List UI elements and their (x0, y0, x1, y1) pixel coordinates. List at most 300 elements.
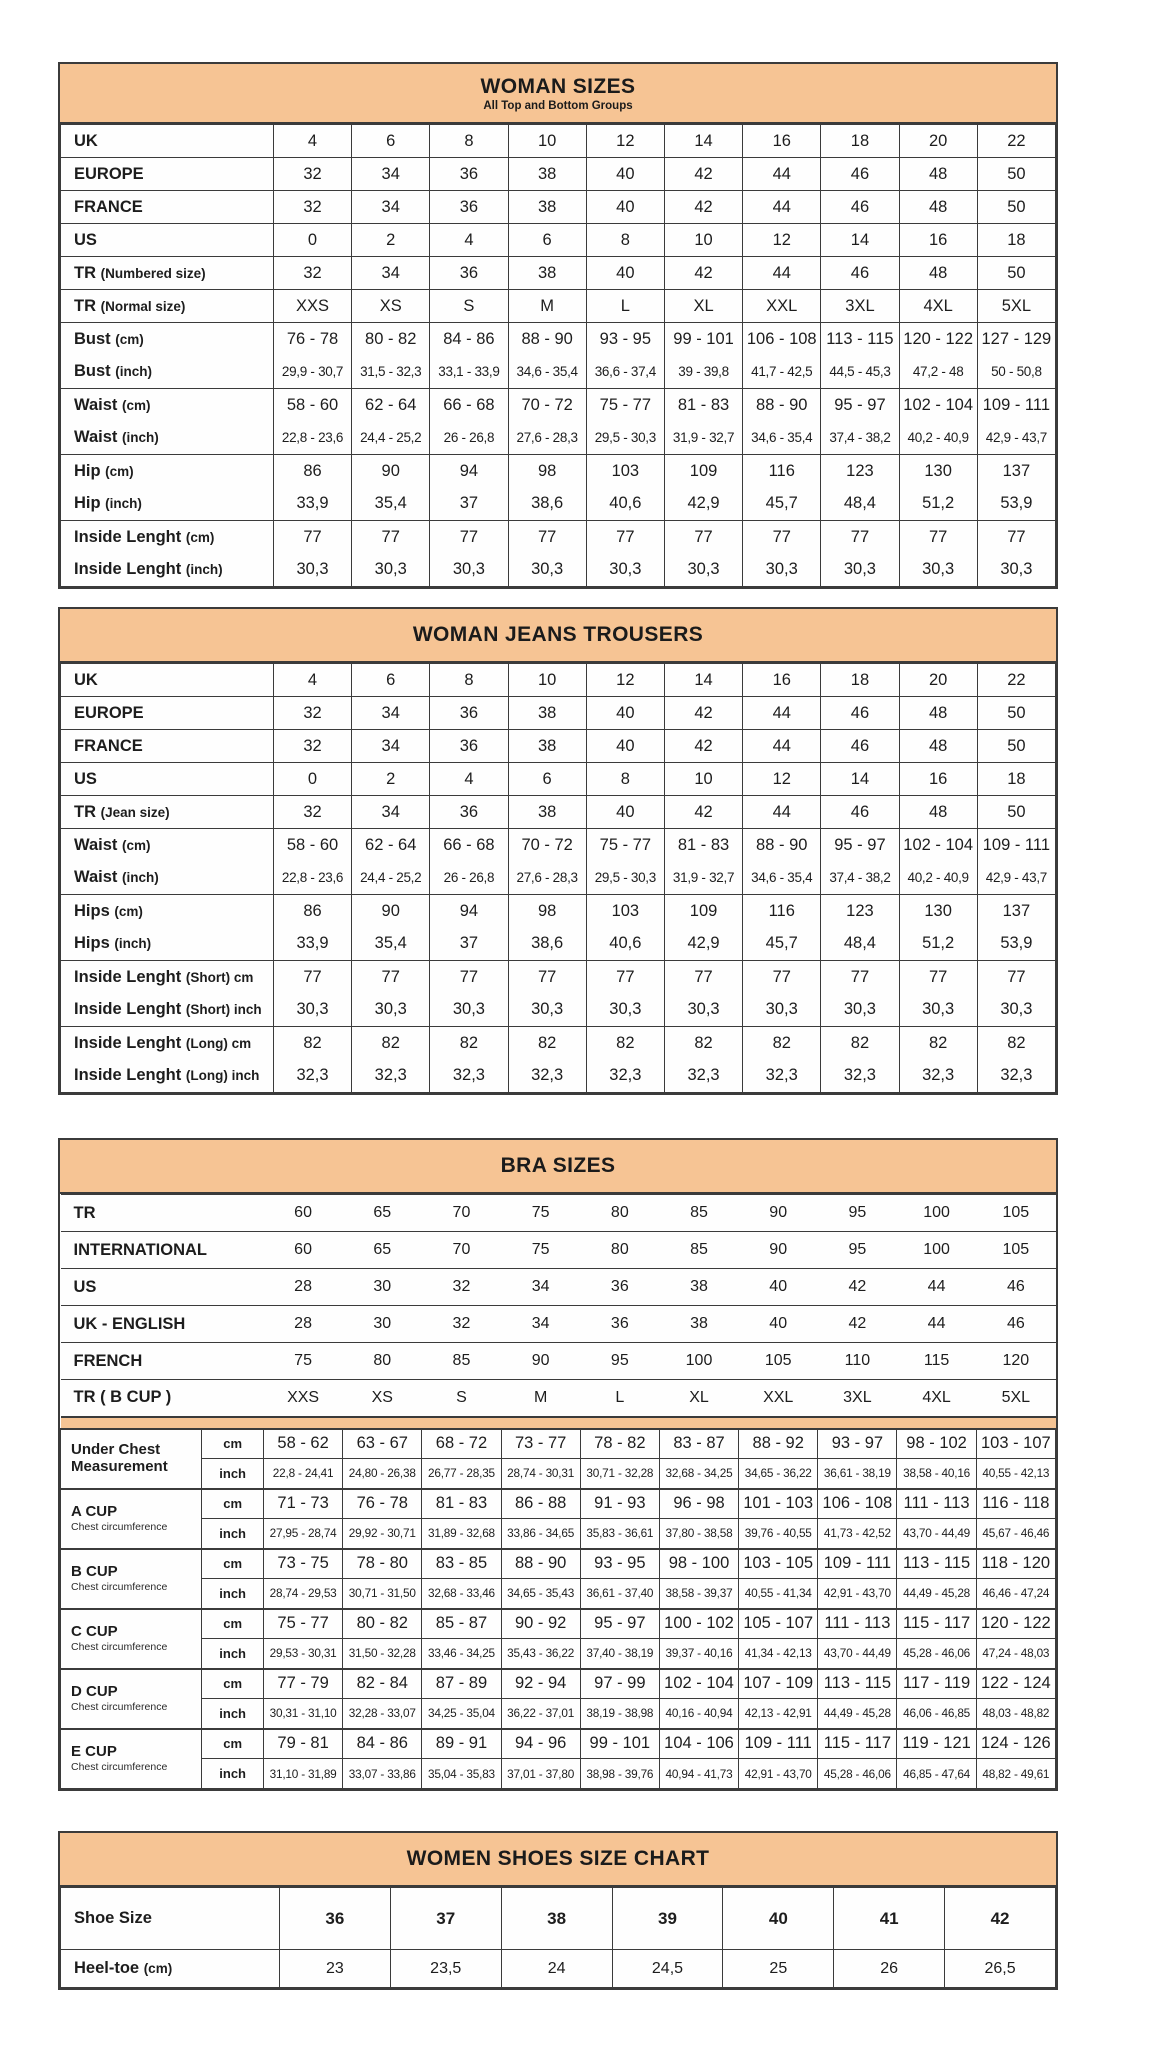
size-cell: 109 (664, 895, 742, 928)
table-row (61, 1579, 1056, 1609)
size-cell: 41,7 - 42,5 (743, 356, 821, 389)
size-cell: 86 - 88 (501, 1489, 580, 1519)
size-cell: 6 (508, 224, 586, 257)
table-row (61, 1060, 1056, 1093)
cup-label: A CUP Chest circumference (61, 1489, 202, 1549)
size-cell: 36 (430, 158, 508, 191)
size-cell: 32,3 (899, 1060, 977, 1093)
row-label: Bust (inch) (61, 356, 274, 389)
table-row (61, 829, 1056, 862)
size-cell: 46,46 - 47,24 (976, 1579, 1055, 1609)
size-cell: 40 (723, 1888, 834, 1950)
size-cell: 130 (899, 455, 977, 488)
size-cell: 31,10 - 31,89 (263, 1759, 342, 1789)
size-cell: 32,3 (352, 1060, 430, 1093)
size-cell: 37,80 - 38,58 (659, 1519, 738, 1549)
size-cell: 30,3 (508, 554, 586, 587)
size-cell: 41,73 - 42,52 (818, 1519, 897, 1549)
size-cell: 39,76 - 40,55 (739, 1519, 818, 1549)
table-row (61, 1380, 1056, 1417)
size-cell: 40,2 - 40,9 (899, 862, 977, 895)
size-cell: 40,2 - 40,9 (899, 422, 977, 455)
size-cell: 80 - 82 (352, 323, 430, 356)
size-cell: 32 (422, 1306, 501, 1343)
size-cell: 30,31 - 31,10 (263, 1699, 342, 1729)
size-cell: 37 (430, 928, 508, 961)
row-label: Hips (inch) (61, 928, 274, 961)
size-cell: 94 (430, 895, 508, 928)
size-cell: 33,1 - 33,9 (430, 356, 508, 389)
size-cell: 38 (508, 796, 586, 829)
size-cell: 0 (273, 763, 351, 796)
size-cell: 4XL (897, 1380, 976, 1417)
size-cell: 34 (352, 730, 430, 763)
size-cell: 10 (664, 763, 742, 796)
size-cell: 84 - 86 (430, 323, 508, 356)
size-cell: 29,9 - 30,7 (273, 356, 351, 389)
size-cell: 109 (664, 455, 742, 488)
size-cell: 28,74 - 29,53 (263, 1579, 342, 1609)
size-cell: 120 - 122 (899, 323, 977, 356)
size-cell: 47,2 - 48 (899, 356, 977, 389)
row-label: FRENCH (61, 1343, 264, 1380)
size-cell: 102 - 104 (899, 389, 977, 422)
size-cell: 4 (430, 763, 508, 796)
size-cell: 44,49 - 45,28 (897, 1579, 976, 1609)
size-cell: 32,3 (430, 1060, 508, 1093)
size-cell: 90 (352, 895, 430, 928)
size-cell: 33,86 - 34,65 (501, 1519, 580, 1549)
size-cell: 46,06 - 46,85 (897, 1699, 976, 1729)
size-cell: 58 - 60 (273, 389, 351, 422)
size-cell: 38 (508, 697, 586, 730)
size-cell: 81 - 83 (664, 389, 742, 422)
size-cell: 44 (897, 1269, 976, 1306)
table-row (61, 1306, 1056, 1343)
size-cell: 26 - 26,8 (430, 862, 508, 895)
size-cell: 78 - 80 (343, 1549, 422, 1579)
size-cell: 46,85 - 47,64 (897, 1759, 976, 1789)
size-cell: 40 (586, 191, 664, 224)
size-cell: 71 - 73 (263, 1489, 342, 1519)
size-cell: 18 (977, 224, 1055, 257)
size-cell: 46 (976, 1306, 1055, 1343)
size-cell: M (508, 290, 586, 323)
size-cell: 109 - 111 (977, 829, 1055, 862)
row-label: FRANCE (61, 191, 274, 224)
size-cell: 44 (743, 158, 821, 191)
size-cell: 29,5 - 30,3 (586, 422, 664, 455)
size-cell: 77 (899, 961, 977, 994)
size-cell: 95 (818, 1195, 897, 1232)
size-cell: 22 (977, 125, 1055, 158)
size-cell: 116 (743, 895, 821, 928)
size-cell: 22 (977, 664, 1055, 697)
size-cell: 44 (743, 697, 821, 730)
size-cell: 98 - 102 (897, 1429, 976, 1459)
table-row (61, 1232, 1056, 1269)
size-cell: 63 - 67 (343, 1429, 422, 1459)
size-cell: 45,7 (743, 928, 821, 961)
size-cell: 115 - 117 (818, 1729, 897, 1759)
table-title: WOMAN JEANS TROUSERS (412, 623, 704, 646)
size-cell: 37 (430, 488, 508, 521)
size-cell: 58 - 62 (263, 1429, 342, 1459)
table-row (61, 389, 1056, 422)
size-cell: 35,43 - 36,22 (501, 1639, 580, 1669)
size-cell: 37,01 - 37,80 (501, 1759, 580, 1789)
table-title: WOMAN SIZES (480, 74, 636, 98)
size-cell: 62 - 64 (352, 829, 430, 862)
size-cell: 44 (743, 796, 821, 829)
size-cell: 4 (273, 664, 351, 697)
size-cell: 12 (586, 664, 664, 697)
size-cell: 75 - 77 (586, 829, 664, 862)
size-cell: 85 - 87 (422, 1609, 501, 1639)
size-cell: 68 - 72 (422, 1429, 501, 1459)
woman-sizes-table (58, 62, 1058, 589)
size-cell: 43,70 - 44,49 (818, 1639, 897, 1669)
size-cell: 5XL (976, 1380, 1055, 1417)
row-label: Hip (inch) (61, 488, 274, 521)
size-cell: 32 (273, 191, 351, 224)
size-cell: 44 (897, 1306, 976, 1343)
size-cell: 123 (821, 455, 899, 488)
row-label: Hip (cm) (61, 455, 274, 488)
size-cell: 123 (821, 895, 899, 928)
size-cell: 75 - 77 (263, 1609, 342, 1639)
size-cell: 32 (273, 158, 351, 191)
size-cell: 30,3 (977, 994, 1055, 1027)
size-cell: 81 - 83 (664, 829, 742, 862)
size-cell: 119 - 121 (897, 1729, 976, 1759)
size-cell: 70 - 72 (508, 829, 586, 862)
size-cell: 40 (739, 1269, 818, 1306)
size-cell: 77 (664, 521, 742, 554)
size-cell: 60 (263, 1195, 342, 1232)
size-cell: 42 (664, 191, 742, 224)
table-row (61, 1729, 1056, 1759)
size-cell: 38,6 (508, 928, 586, 961)
size-cell: 100 (897, 1195, 976, 1232)
size-cell: 107 - 109 (739, 1669, 818, 1699)
size-cell: 77 (743, 521, 821, 554)
unit-label: cm (202, 1549, 264, 1579)
size-cell: 12 (743, 224, 821, 257)
size-cell: 39 - 39,8 (664, 356, 742, 389)
size-cell: 77 (586, 961, 664, 994)
size-cell: 116 - 118 (976, 1489, 1055, 1519)
size-cell: 38,19 - 38,98 (580, 1699, 659, 1729)
table-row (61, 796, 1056, 829)
size-cell: 0 (273, 224, 351, 257)
size-cell: 36 (430, 257, 508, 290)
size-cell: 32,3 (508, 1060, 586, 1093)
size-cell: 77 (586, 521, 664, 554)
size-cell: 93 - 97 (818, 1429, 897, 1459)
table-row (61, 224, 1056, 257)
size-cell: 85 (659, 1232, 738, 1269)
unit-label: inch (202, 1519, 264, 1549)
size-cell: 30,3 (899, 554, 977, 587)
table-row (61, 1027, 1056, 1060)
size-cell: 26,77 - 28,35 (422, 1459, 501, 1489)
size-cell: 30 (343, 1269, 422, 1306)
size-cell: XXL (743, 290, 821, 323)
size-cell: 86 (273, 895, 351, 928)
size-cell: 10 (664, 224, 742, 257)
row-label: UK (61, 664, 274, 697)
size-cell: 32,3 (977, 1060, 1055, 1093)
size-cell: 6 (508, 763, 586, 796)
size-cell: 40,6 (586, 928, 664, 961)
size-cell: 103 - 105 (739, 1549, 818, 1579)
woman-jeans-table (58, 607, 1058, 1095)
size-cell: 84 - 86 (343, 1729, 422, 1759)
table-row (61, 664, 1056, 697)
size-cell: 14 (821, 763, 899, 796)
size-cell: 2 (352, 224, 430, 257)
unit-label: inch (202, 1639, 264, 1669)
size-cell: 16 (743, 664, 821, 697)
table-row (61, 1489, 1056, 1519)
size-cell: 34,6 - 35,4 (743, 422, 821, 455)
size-cell: 40,55 - 42,13 (976, 1459, 1055, 1489)
size-cell: 48,03 - 48,82 (976, 1699, 1055, 1729)
size-cell: 80 (580, 1195, 659, 1232)
table-row (61, 290, 1056, 323)
size-cell: 60 (263, 1232, 342, 1269)
size-cell: 34,25 - 35,04 (422, 1699, 501, 1729)
shoes-header (60, 1833, 1056, 1887)
size-cell: 33,46 - 34,25 (422, 1639, 501, 1669)
table-row (61, 125, 1056, 158)
size-cell: 39,37 - 40,16 (659, 1639, 738, 1669)
unit-label: cm (202, 1729, 264, 1759)
size-cell: 42,91 - 43,70 (739, 1759, 818, 1789)
size-cell: 3XL (821, 290, 899, 323)
size-cell: 109 - 111 (818, 1549, 897, 1579)
size-cell: 98 (508, 895, 586, 928)
size-cell: 100 - 102 (659, 1609, 738, 1639)
table-row (61, 763, 1056, 796)
size-cell: 25 (723, 1950, 834, 1988)
table-row (61, 257, 1056, 290)
size-cell: 27,6 - 28,3 (508, 862, 586, 895)
size-cell: 42 (818, 1306, 897, 1343)
size-cell: 6 (352, 664, 430, 697)
size-cell: 30,3 (586, 994, 664, 1027)
size-cell: 30,3 (273, 554, 351, 587)
size-cell: 76 - 78 (273, 323, 351, 356)
size-cell: 32 (273, 257, 351, 290)
size-cell: 30,3 (743, 994, 821, 1027)
cup-label: Under Chest Measurement (61, 1429, 202, 1489)
size-cell: 48 (899, 257, 977, 290)
size-cell: 44,49 - 45,28 (818, 1699, 897, 1729)
size-cell: 77 (977, 961, 1055, 994)
divider-strip (61, 1417, 1056, 1429)
size-cell: 38,58 - 39,37 (659, 1579, 738, 1609)
row-label: Bust (cm) (61, 323, 274, 356)
size-cell: 113 - 115 (821, 323, 899, 356)
table-row (61, 1195, 1056, 1232)
unit-label: cm (202, 1489, 264, 1519)
size-cell: 96 - 98 (659, 1489, 738, 1519)
size-cell: 82 (508, 1027, 586, 1060)
size-cell: 42,13 - 42,91 (739, 1699, 818, 1729)
size-cell: 32,68 - 34,25 (659, 1459, 738, 1489)
table-row (61, 158, 1056, 191)
size-cell: 99 - 101 (664, 323, 742, 356)
table-row (61, 895, 1056, 928)
size-cell: 77 (273, 961, 351, 994)
size-cell: 118 - 120 (976, 1549, 1055, 1579)
size-cell: 77 (821, 961, 899, 994)
table-row (61, 994, 1056, 1027)
size-cell: 30,3 (430, 554, 508, 587)
size-cell: 109 - 111 (739, 1729, 818, 1759)
size-cell: 37 (390, 1888, 501, 1950)
size-cell: 43,70 - 44,49 (897, 1519, 976, 1549)
size-cell: 32 (422, 1269, 501, 1306)
size-cell: 42 (664, 730, 742, 763)
table-subtitle: All Top and Bottom Groups (483, 99, 633, 112)
size-cell: 88 - 90 (743, 389, 821, 422)
size-cell: 95 - 97 (821, 829, 899, 862)
size-cell: 42,91 - 43,70 (818, 1579, 897, 1609)
size-cell: 82 (821, 1027, 899, 1060)
row-label: US (61, 1269, 264, 1306)
size-cell: 70 (422, 1195, 501, 1232)
size-cell: 101 - 103 (739, 1489, 818, 1519)
size-cell: 31,89 - 32,68 (422, 1519, 501, 1549)
row-label: Inside Lenght (Short) cm (61, 961, 274, 994)
size-cell: 110 (818, 1343, 897, 1380)
size-cell: 90 (739, 1195, 818, 1232)
size-cell: 42 (664, 257, 742, 290)
size-cell: 36 (279, 1888, 390, 1950)
size-cell: S (422, 1380, 501, 1417)
shoes-size-table (58, 1831, 1058, 1990)
row-label: Hips (cm) (61, 895, 274, 928)
unit-label: inch (202, 1579, 264, 1609)
size-cell: 32,28 - 33,07 (343, 1699, 422, 1729)
size-cell: 29,92 - 30,71 (343, 1519, 422, 1549)
size-cell: 77 (430, 521, 508, 554)
size-cell: 116 (743, 455, 821, 488)
size-cell: 8 (430, 664, 508, 697)
row-label: Inside Lenght (cm) (61, 521, 274, 554)
size-cell: 82 (743, 1027, 821, 1060)
size-cell: 127 - 129 (977, 323, 1055, 356)
table-row (61, 730, 1056, 763)
size-cell: 26 - 26,8 (430, 422, 508, 455)
table-row (61, 1609, 1056, 1639)
size-cell: 88 - 90 (508, 323, 586, 356)
size-cell: 42,9 - 43,7 (977, 422, 1055, 455)
row-label: UK (61, 125, 274, 158)
size-cell: 97 - 99 (580, 1669, 659, 1699)
size-cell: 90 (739, 1232, 818, 1269)
size-cell: 34,65 - 36,22 (739, 1459, 818, 1489)
size-cell: 82 (430, 1027, 508, 1060)
row-label: Inside Lenght (inch) (61, 554, 274, 587)
size-cell: 120 - 122 (976, 1609, 1055, 1639)
size-cell: 42,9 (664, 928, 742, 961)
size-cell: 29,5 - 30,3 (586, 862, 664, 895)
size-cell: 31,50 - 32,28 (343, 1639, 422, 1669)
size-cell: 92 - 94 (501, 1669, 580, 1699)
divider-strip-cell (61, 1417, 1056, 1429)
size-cell: 33,9 (273, 488, 351, 521)
size-cell: 40 (586, 697, 664, 730)
size-cell: 106 - 108 (743, 323, 821, 356)
size-cell: 137 (977, 895, 1055, 928)
size-cell: 79 - 81 (263, 1729, 342, 1759)
size-cell: 80 (580, 1232, 659, 1269)
size-cell: 24,80 - 26,38 (343, 1459, 422, 1489)
size-cell: 40 (586, 158, 664, 191)
size-cell: 45,28 - 46,06 (897, 1639, 976, 1669)
table-row (61, 1519, 1056, 1549)
size-cell: 30,3 (586, 554, 664, 587)
row-label: Waist (cm) (61, 829, 274, 862)
size-cell: 77 (977, 521, 1055, 554)
size-cell: 46 (821, 796, 899, 829)
table-row (61, 554, 1056, 587)
size-cell: 77 - 79 (263, 1669, 342, 1699)
size-cell: L (586, 290, 664, 323)
size-cell: 117 - 119 (897, 1669, 976, 1699)
size-cell: XL (659, 1380, 738, 1417)
size-cell: 33,07 - 33,86 (343, 1759, 422, 1789)
size-cell: 35,83 - 36,61 (580, 1519, 659, 1549)
size-cell: 85 (422, 1343, 501, 1380)
size-cell: 83 - 87 (659, 1429, 738, 1459)
size-cell: 41 (834, 1888, 945, 1950)
size-cell: 82 (899, 1027, 977, 1060)
size-cell: 82 (977, 1027, 1055, 1060)
size-cell: 32,3 (273, 1060, 351, 1093)
size-cell: 16 (899, 763, 977, 796)
size-cell: 36 (430, 191, 508, 224)
size-cell: 44,5 - 45,3 (821, 356, 899, 389)
size-cell: 42 (664, 158, 742, 191)
size-cell: 115 - 117 (897, 1609, 976, 1639)
size-cell: 85 (659, 1195, 738, 1232)
size-cell: 4 (273, 125, 351, 158)
row-label: FRANCE (61, 730, 274, 763)
table-row (61, 488, 1056, 521)
size-cell: 95 (818, 1232, 897, 1269)
size-cell: 103 - 107 (976, 1429, 1055, 1459)
size-cell: 4XL (899, 290, 977, 323)
size-cell: 34 (501, 1306, 580, 1343)
size-cell: 62 - 64 (352, 389, 430, 422)
bra-sizes-table (58, 1138, 1058, 1791)
size-cell: 18 (821, 664, 899, 697)
size-cell: 30,3 (508, 994, 586, 1027)
size-cell: 75 (501, 1195, 580, 1232)
size-cell: 105 (976, 1195, 1055, 1232)
size-cell: 82 (586, 1027, 664, 1060)
size-cell: 77 (508, 521, 586, 554)
size-cell: 50 (977, 796, 1055, 829)
size-cell: 90 (352, 455, 430, 488)
row-label: US (61, 224, 274, 257)
size-cell: 66 - 68 (430, 829, 508, 862)
